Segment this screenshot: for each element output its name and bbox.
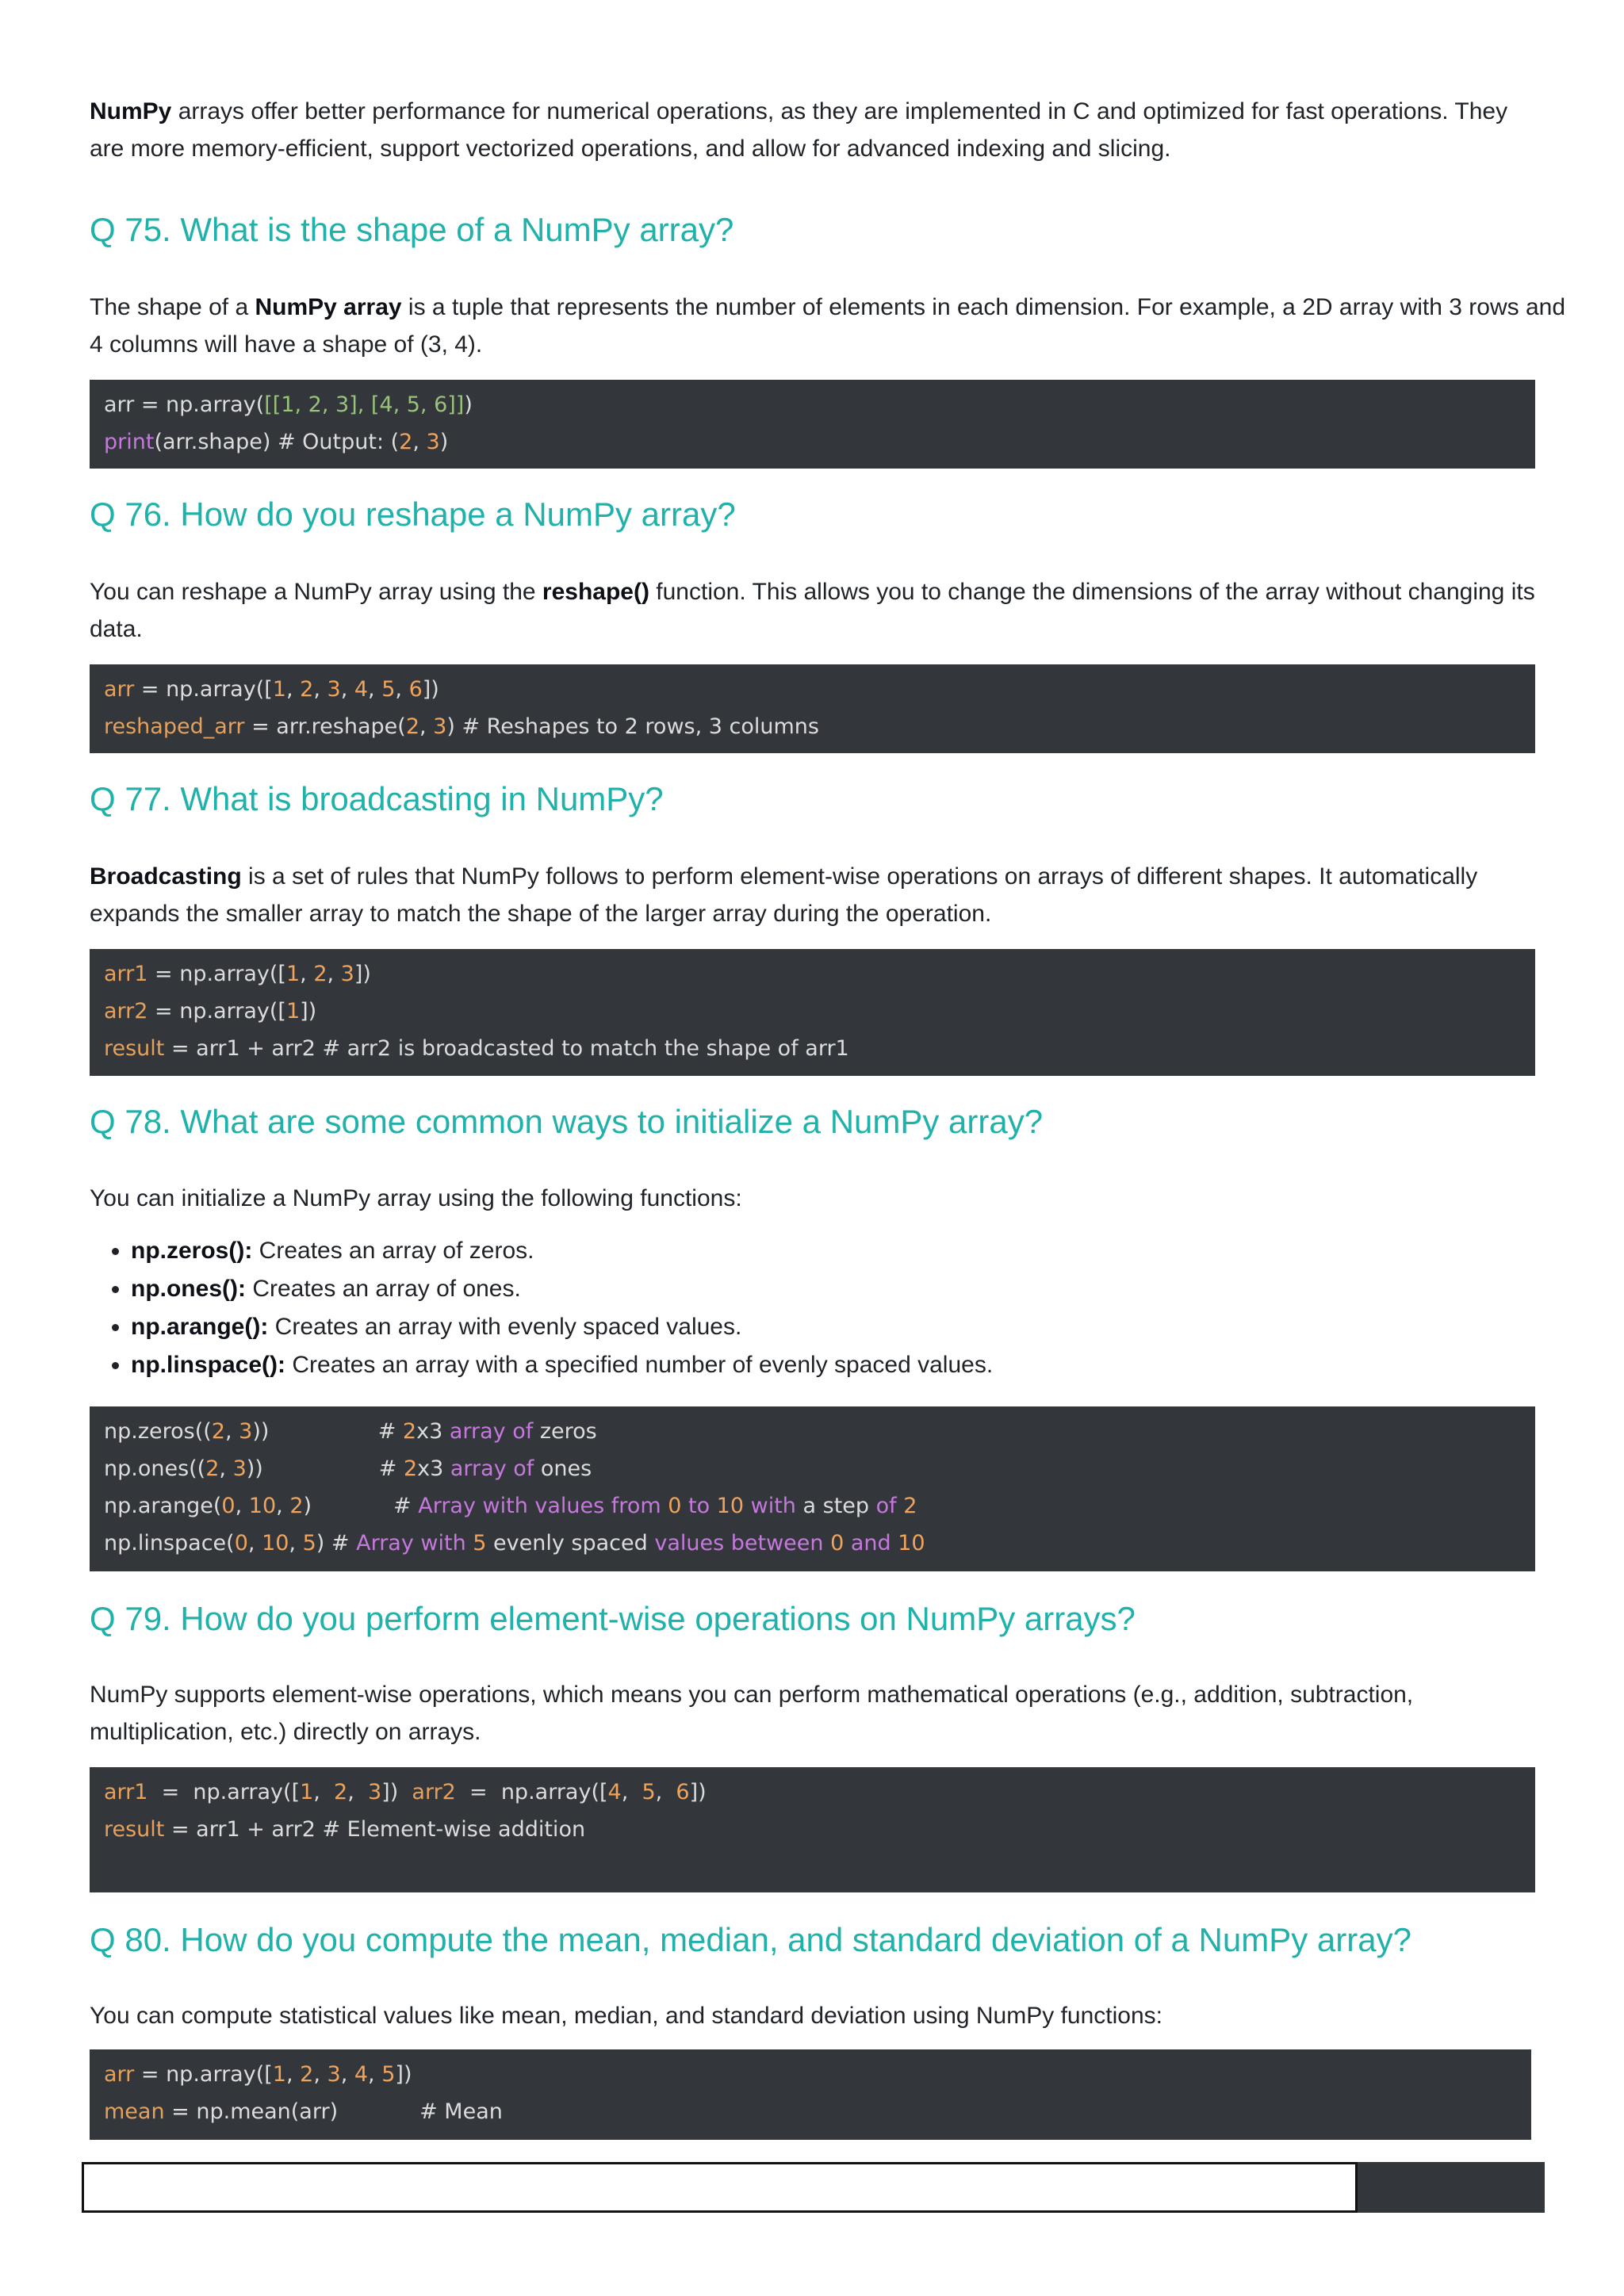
q80-text: You can compute statistical values like mean, median, and standard deviation using NumPy functions: (90, 2003, 1162, 2029)
q78-function-list (90, 1232, 993, 1384)
q76-text-2: function. This allows you to change the dimensions of the array without changing its (649, 579, 1535, 605)
q80-paragraph (90, 1997, 1572, 2034)
q79-heading: Q 79. How do you perform element-wise operations on NumPy arrays? (90, 1600, 1136, 1637)
q80-heading: Q 80. How do you compute the mean, median, and standard deviation of a NumPy array? (90, 1921, 1411, 1958)
q79-text: NumPy supports element-wise operations, which means you can perform mathematical operations (e.g., addition, subtraction, (90, 1682, 1414, 1708)
code-line: arr1 = np.array([1, 2, 3]) (104, 962, 371, 986)
q76-bold: reshape() (542, 579, 649, 605)
q77-heading: Q 77. What is broadcasting in NumPy? (90, 780, 664, 817)
q78-heading: Q 78. What are some common ways to initialize a NumPy array? (90, 1103, 1044, 1140)
code-line: np.arange(0, 10, 2) # Array with values from 0 to 10 with a step of 2 (104, 1494, 917, 1518)
intro-paragraph (90, 93, 1572, 167)
q76-code-block (90, 664, 1535, 753)
q79-code-block (90, 1767, 1535, 1892)
footer-box (82, 2162, 1358, 2213)
q79-text-line2: multiplication, etc.) directly on arrays. (90, 1719, 481, 1745)
code-line: arr = np.array([1, 2, 3, 4, 5]) (104, 2062, 412, 2087)
q77-paragraph (90, 858, 1572, 932)
q76-paragraph (90, 573, 1572, 648)
q77-text: is a set of rules that NumPy follows to perform element-wise operations on arrays of different shapes. It automatically (241, 863, 1478, 890)
code-line: np.linspace(0, 10, 5) # Array with 5 evenly spaced values between 0 and 10 (104, 1531, 925, 1556)
q75-code-block (90, 380, 1535, 469)
q75-text-2: is a tuple that represents the number of elements in each dimension. For example, a 2D array with 3 rows and (401, 294, 1566, 320)
code-line: reshaped_arr = arr.reshape(2, 3) # Reshapes to 2 rows, 3 columns (104, 714, 819, 739)
q80-code-block (90, 2049, 1531, 2140)
intro-bold: NumPy (90, 98, 172, 124)
q77-code-block (90, 949, 1535, 1076)
q78-paragraph (90, 1180, 1572, 1217)
q76-text: You can reshape a NumPy array using the (90, 579, 542, 605)
list-item: • np.arange(): Creates an array with evenly spaced values. (131, 1308, 993, 1346)
q76-heading: Q 76. How do you reshape a NumPy array? (90, 496, 736, 533)
code-line: arr = np.array([[1, 2, 3], [4, 5, 6]]) (104, 392, 473, 417)
code-line: mean = np.mean(arr) # Mean (104, 2099, 503, 2124)
q77-text-line2: expands the smaller array to match the shape of the larger array during the operation. (90, 901, 992, 927)
code-line: result = arr1 + arr2 # Element-wise addition (104, 1817, 586, 1842)
q75-text-line2: 4 columns will have a shape of (3, 4). (90, 331, 483, 358)
q78-code-block (90, 1406, 1535, 1571)
q75-bold: NumPy array (255, 294, 402, 320)
q78-text: You can initialize a NumPy array using the following functions: (90, 1185, 742, 1211)
code-line: np.ones((2, 3)) # 2x3 array of ones (104, 1456, 592, 1481)
q75-paragraph (90, 289, 1572, 363)
list-item: • np.zeros(): Creates an array of zeros. (131, 1232, 993, 1270)
intro-text: arrays offer better performance for numerical operations, as they are implemented in C and optimized for fast operations. They (171, 98, 1508, 124)
code-line: arr2 = np.array([1]) (104, 999, 317, 1024)
q75-text: The shape of a (90, 294, 255, 320)
list-item: • np.ones(): Creates an array of ones. (131, 1270, 993, 1308)
code-line: result = arr1 + arr2 # arr2 is broadcasted to match the shape of arr1 (104, 1036, 849, 1061)
q79-paragraph (90, 1676, 1572, 1751)
code-line: print(arr.shape) # Output: (2, 3) (104, 430, 449, 454)
q75-heading: Q 75. What is the shape of a NumPy array? (90, 211, 734, 248)
code-line: np.zeros((2, 3)) # 2x3 array of zeros (104, 1419, 597, 1444)
list-item: • np.linspace(): Creates an array with a specified number of evenly spaced values. (131, 1346, 993, 1384)
q76-text-line2: data. (90, 616, 143, 642)
code-line: arr = np.array([1, 2, 3, 4, 5, 6]) (104, 677, 439, 702)
code-line: arr1 = np.array([1, 2, 3]) arr2 = np.array([4, 5, 6]) (104, 1780, 707, 1804)
q77-bold: Broadcasting (90, 863, 242, 890)
intro-text-line2: are more memory-efficient, support vectorized operations, and allow for advanced indexing and slicing. (90, 136, 1171, 162)
footer-dark-block (1358, 2162, 1545, 2213)
